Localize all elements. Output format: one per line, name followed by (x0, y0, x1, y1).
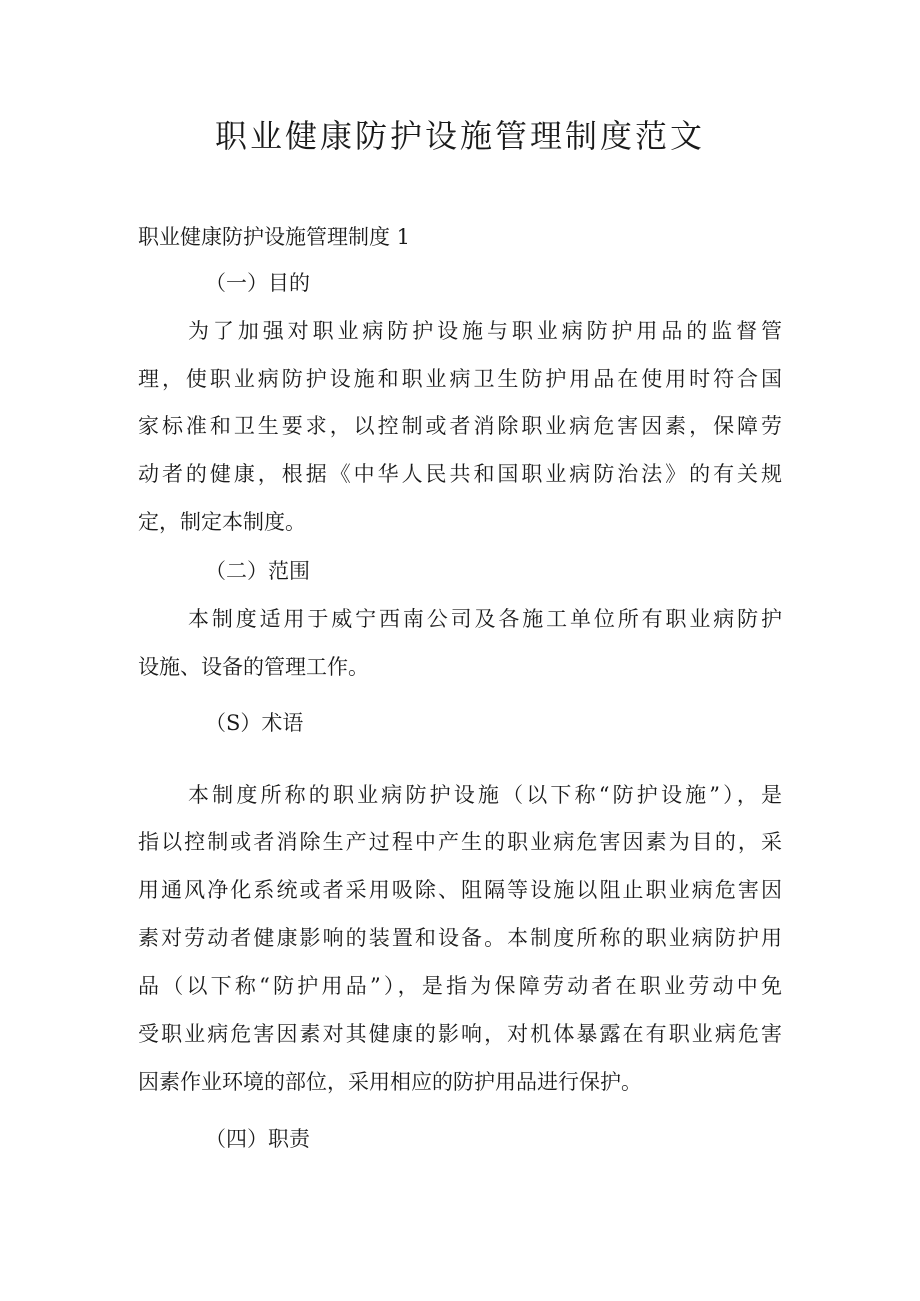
paragraph-line: 动者的健康，根据《中华人民共和国职业病防治法》的有关规 (138, 462, 782, 486)
paragraph-line: 受职业病危害因素对其健康的影响，对机体暴露在有职业病危害 (138, 1022, 782, 1046)
document-title: 职业健康防护设施管理制度范文 (214, 117, 705, 155)
paragraph-line: 本制度所称的职业病防护设施（以下称“防护设施”），是 (188, 783, 782, 807)
subheading-purpose: （一）目的 (205, 271, 310, 295)
paragraph-line: 因素作业环境的部位，采用相应的防护用品进行保护。 (138, 1070, 642, 1094)
paragraph-line: 家标准和卫生要求，以控制或者消除职业病危害因素，保障劳 (138, 414, 782, 438)
paragraph-line: 定，制定本制度。 (138, 510, 306, 534)
subheading-terms: （S）术语 (205, 711, 304, 735)
paragraph-line: 品（以下称“防护用品”），是指为保障劳动者在职业劳动中免 (138, 974, 782, 998)
paragraph-line: 素对劳动者健康影响的装置和设备。本制度所称的职业病防护用 (138, 926, 782, 950)
paragraph-line: 为了加强对职业病防护设施与职业病防护用品的监督管 (188, 319, 782, 343)
section-heading: 职业健康防护设施管理制度 1 (138, 225, 411, 249)
paragraph-line: 用通风净化系统或者采用吸除、阻隔等设施以阻止职业病危害因 (138, 878, 782, 902)
paragraph-line: 设施、设备的管理工作。 (138, 655, 369, 679)
paragraph-line: 本制度适用于威宁西南公司及各施工单位所有职业病防护 (188, 607, 782, 631)
paragraph-line: 指以控制或者消除生产过程中产生的职业病危害因素为目的，采 (138, 830, 782, 854)
subheading-scope: （二）范围 (205, 559, 310, 583)
subheading-responsibilities: （四）职责 (205, 1127, 310, 1151)
paragraph-line: 理，使职业病防护设施和职业病卫生防护用品在使用时符合国 (138, 367, 782, 391)
